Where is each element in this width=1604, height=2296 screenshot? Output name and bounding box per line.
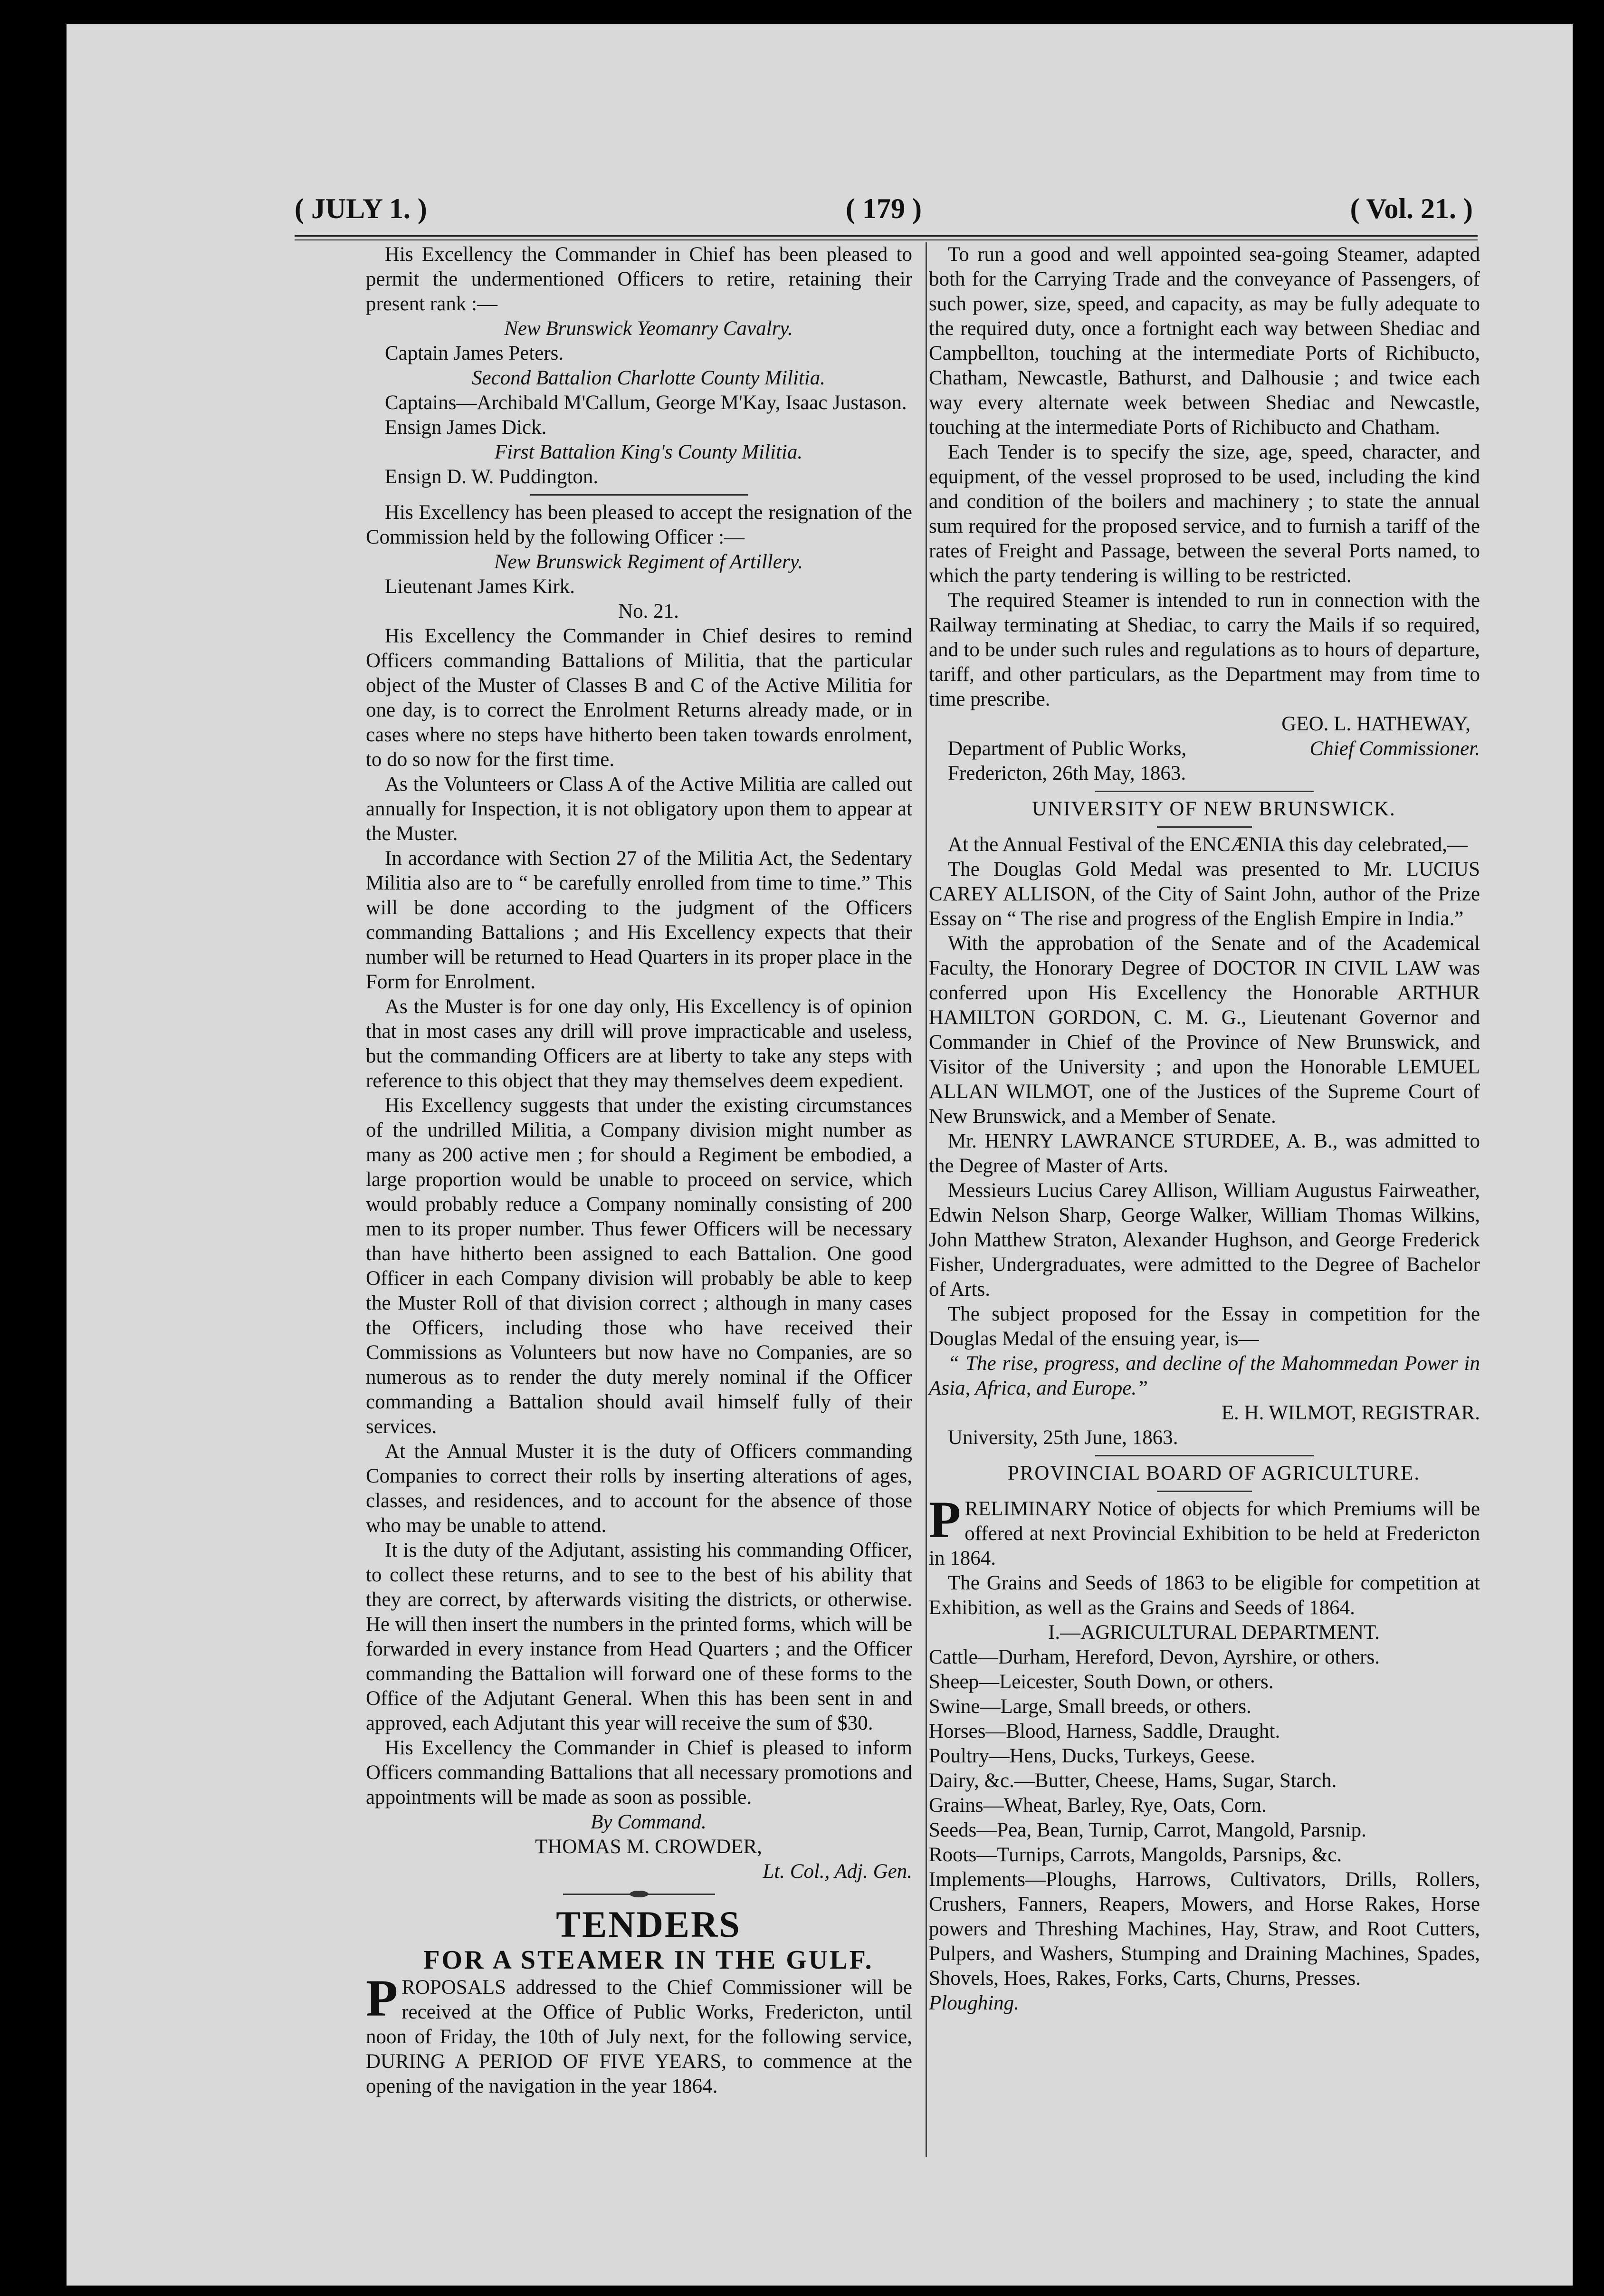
unit-heading: New Brunswick Regiment of Artillery. bbox=[494, 551, 803, 573]
paragraph: His Excellency the Commander in Chief is pleased to inform Officers commanding Battalions that all necessary promotions and appointments will be made as soon as possible. bbox=[366, 1737, 912, 1808]
list-item: Implements—Ploughs, Harrows, Cultivators, Drills, Rollers, Crushers, Fanners, Reapers, Mowers, and Horse Rakes, Horse powers and Threshing Machines, Hay, Straw, and Root Cutters, Pulpers, and Washers, Stumping and Draining Machines, Spades, Shovels, Hoes, Rakes, Forks, Carts, Churns, Presses. bbox=[929, 1868, 1480, 1990]
list-item: Roots—Turnips, Carrots, Mangolds, Parsnips, &c. bbox=[929, 1844, 1342, 1866]
list-item: Swine—Large, Small breeds, or others. bbox=[929, 1695, 1251, 1718]
paragraph: At the Annual Muster it is the duty of Officers commanding Companies to correct their rolls by inserting alterations of ages, classes, and residences, and to account for the absence of those who may be unable to attend. bbox=[366, 1440, 912, 1537]
premium-list bbox=[929, 1645, 1480, 2016]
signer-name: THOMAS M. CROWDER, bbox=[535, 1836, 762, 1858]
section-rule bbox=[530, 494, 748, 496]
paragraph: His Excellency has been pleased to accept the resignation of the Commission held by the following Officer :— bbox=[366, 501, 912, 548]
section-rule bbox=[1157, 826, 1252, 828]
paragraph: With the approbation of the Senate and of the Academical Faculty, the Honorary Degree of DOCTOR IN CIVIL LAW was conferred upon His Excellency the Honorable ARTHUR HAMILTON GORDON, C. M. G., Lieutenant Governor and Commander in Chief of the Province of New Brunswick, and Visitor of the University ; and upon the Honorable LEMUEL ALLAN WILMOT, one of the Justices of the Supreme Court of New Brunswick, and a Member of Senate. bbox=[929, 932, 1480, 1128]
paragraph: In accordance with Section 27 of the Militia Act, the Sedentary Militia also are to “ be carefully enrolled from time to time.” This will be done according to the judgment of the Officers commanding Battalions ; and His Excellency expects that their number will be returned to Head Quarters in its proper place in the Form for Enrolment. bbox=[366, 847, 912, 993]
tenders-text: ROPOSALS addressed to the Chief Commissioner will be received at the Office of Public Works, Fredericton, until noon of Friday, the 10th of July next, for the following service, DURING A PERIOD OF FIVE YEARS, to commence at the opening of the navigation in the year 1864. bbox=[366, 1976, 912, 2097]
gazette-page bbox=[67, 24, 1573, 2286]
issue-date: ( JULY 1. ) bbox=[295, 193, 427, 224]
paragraph: The Douglas Gold Medal was presented to Mr. LUCIUS CAREY ALLISON, of the City of Saint John, author of the Prize Essay on “ The rise and progress of the English Empire in India.” bbox=[929, 858, 1480, 930]
signature-place: Department of Public Works, bbox=[948, 737, 1187, 760]
right-column bbox=[929, 242, 1480, 2016]
paragraph: Mr. HENRY LAWRANCE STURDEE, A. B., was admitted to the Degree of Master of Arts. bbox=[929, 1130, 1480, 1177]
signature-date: Fredericton, 26th May, 1863. bbox=[948, 762, 1186, 784]
paragraph: It is the duty of the Adjutant, assisting his commanding Officer, to collect these returns, and to see to the best of his ability that they are correct, by afterwards visiting the districts, or otherwise. He will then insert the numbers in the printed forms, which will be forwarded in every instance from Head Quarters ; and the Officer commanding the Battalion will forward one of these forms to the Office of the Adjutant General. When this has been sent in and approved, each Adjutant this year will receive the sum of $30. bbox=[366, 1539, 912, 1734]
list-item: Sheep—Leicester, South Down, or others. bbox=[929, 1671, 1274, 1693]
volume-number: ( Vol. 21. ) bbox=[1350, 193, 1473, 224]
list-item: Poultry—Hens, Ducks, Turkeys, Geese. bbox=[929, 1745, 1255, 1767]
tenders-subtitle: FOR A STEAMER IN THE GULF. bbox=[423, 1945, 874, 1975]
unit-heading: Second Battalion Charlotte County Militia. bbox=[471, 367, 826, 389]
list-item: Dairy, &c.—Butter, Cheese, Hams, Sugar, Starch. bbox=[929, 1770, 1337, 1792]
paragraph: Messieurs Lucius Carey Allison, William Augustus Fairweather, Edwin Nelson Sharp, George Walker, William Thomas Wilkins, John Matthew Straton, Alexander Hughson, and George Frederick Fisher, Undergraduates, were admitted to the Degree of Bachelor of Arts. bbox=[929, 1179, 1480, 1301]
column-divider bbox=[926, 242, 927, 2157]
section-rule bbox=[1095, 791, 1314, 792]
page-number: ( 179 ) bbox=[846, 193, 922, 224]
signature-line bbox=[929, 737, 1480, 761]
signer-title: Lt. Col., Adj. Gen. bbox=[763, 1860, 912, 1883]
drop-cap: P bbox=[929, 1491, 961, 1549]
section-rule bbox=[1157, 1491, 1252, 1492]
officer-name: Ensign James Dick. bbox=[385, 416, 547, 439]
paragraph: His Excellency suggests that under the existing circumstances of the undrilled Militia, a Company division might number as many as 200 active men ; for should a Regiment be embodied, a large proportion would be unable to proceed on service, which would probably reduce a Company nominally consisting of 200 men to its proper number. Thus fewer Officers will be necessary than have hitherto been assigned to each Battalion. One good Officer in each Company division will probably be able to keep the Muster Roll of that division correct ; although in many cases the Officers, including those who have received their Commissions as Volunteers but now have no Companies, are so numerous as to render the duty merely nominal if the Officer commanding a Battalion should avail himself fully of their services. bbox=[366, 1094, 912, 1438]
list-item: Seeds—Pea, Bean, Turnip, Carrot, Mangold, Parsnip. bbox=[929, 1819, 1366, 1841]
ornament-divider bbox=[563, 1891, 715, 1897]
essay-subject: “ The rise, progress, and decline of the Mahommedan Power in Asia, Africa, and Europe.” bbox=[929, 1352, 1480, 1399]
department-heading: I.—AGRICULTURAL DEPARTMENT. bbox=[1048, 1621, 1380, 1644]
officer-name: Ensign D. W. Puddington. bbox=[385, 466, 599, 488]
registrar-signature: E. H. WILMOT, REGISTRAR. bbox=[1221, 1402, 1480, 1424]
section-rule bbox=[1095, 1455, 1314, 1456]
signature-name: GEO. L. HATHEWAY, bbox=[1281, 713, 1470, 735]
by-command: By Command. bbox=[591, 1811, 707, 1833]
list-item: Grains—Wheat, Barley, Rye, Oats, Corn. bbox=[929, 1794, 1267, 1817]
tenders-title: TENDERS bbox=[556, 1904, 741, 1945]
list-item: Cattle—Durham, Hereford, Devon, Ayrshire, or others. bbox=[929, 1646, 1380, 1668]
paragraph: His Excellency the Commander in Chief desires to remind Officers commanding Battalions of Militia, that the particular object of the Muster of Classes B and C of the Active Militia for one day, is to correct the Enrolment Returns already made, or in cases where no steps have hitherto been taken towards enrolment, to do so now for the first time. bbox=[366, 625, 912, 771]
order-number: No. 21. bbox=[618, 600, 679, 622]
officer-name: Captains—Archibald M'Callum, George M'Kay, Isaac Justason. bbox=[385, 392, 907, 414]
paragraph: The required Steamer is intended to run in connection with the Railway terminating at Shediac, to carry the Mails if so required, and to be under such rules and regulations as to hours of departure, tariff, and other particulars, as the Department may from time to time prescribe. bbox=[929, 589, 1480, 710]
agriculture-paragraph bbox=[929, 1491, 1480, 1571]
page-header bbox=[295, 192, 1473, 230]
unit-heading: First Battalion King's County Militia. bbox=[494, 441, 803, 463]
officer-name: Lieutenant James Kirk. bbox=[385, 575, 575, 598]
unit-heading: New Brunswick Yeomanry Cavalry. bbox=[504, 317, 793, 340]
paragraph: As the Volunteers or Class A of the Active Militia are called out annually for Inspection, it is not obligatory upon them to appear at the Muster. bbox=[366, 773, 912, 845]
agriculture-heading: PROVINCIAL BOARD OF AGRICULTURE. bbox=[1007, 1462, 1421, 1484]
signature-title: Chief Commissioner. bbox=[1309, 737, 1480, 760]
header-rule bbox=[295, 235, 1478, 240]
registrar-date: University, 25th June, 1863. bbox=[948, 1426, 1178, 1449]
list-item: Ploughing. bbox=[929, 1992, 1019, 2014]
paragraph: Each Tender is to specify the size, age, speed, character, and equipment, of the vessel proprosed to be used, including the kind and condition of the boilers and machinery ; to state the annual sum required for the proposed service, and to furnish a tariff of the rates of Freight and Passage, between the several Ports named, to which the party tendering is willing to be restricted. bbox=[929, 441, 1480, 587]
left-column bbox=[366, 242, 912, 2099]
paragraph: As the Muster is for one day only, His Excellency is of opinion that in most cases any drill will prove impracticable and useless, but the commanding Officers are at liberty to take any steps with reference to this object that they may themselves deem expedient. bbox=[366, 995, 912, 1092]
paragraph: The subject proposed for the Essay in competition for the Douglas Medal of the ensuing year, is— bbox=[929, 1303, 1480, 1350]
paragraph: The Grains and Seeds of 1863 to be eligible for competition at Exhibition, as well as the Grains and Seeds of 1864. bbox=[929, 1572, 1480, 1619]
university-heading: UNIVERSITY OF NEW BRUNSWICK. bbox=[1032, 798, 1396, 820]
officer-name: Captain James Peters. bbox=[385, 342, 564, 364]
paragraph: His Excellency the Commander in Chief has been pleased to permit the undermentioned Officers to retire, retaining their present rank :— bbox=[366, 243, 912, 315]
tenders-paragraph bbox=[366, 1969, 912, 2099]
drop-cap: P bbox=[366, 1969, 398, 2027]
list-item: Horses—Blood, Harness, Saddle, Draught. bbox=[929, 1720, 1280, 1742]
agriculture-text: RELIMINARY Notice of objects for which Premiums will be offered at next Provincial Exhibition to be held at Fredericton in 1864. bbox=[929, 1498, 1480, 1569]
paragraph: At the Annual Festival of the ENCÆNIA this day celebrated,— bbox=[948, 833, 1468, 856]
paragraph: To run a good and well appointed sea-going Steamer, adapted both for the Carrying Trade and the conveyance of Passengers, of such power, size, speed, and capacity, as may be fully adequate to the required duty, once a fortnight each way between Shediac and Campbellton, touching at the intermediate Ports of Richibucto, Chatham, Newcastle, Bathurst, and Dalhousie ; and twice each way every alternate week between Shediac and Newcastle, touching at the intermediate Ports of Richibucto and Chatham. bbox=[929, 243, 1480, 439]
